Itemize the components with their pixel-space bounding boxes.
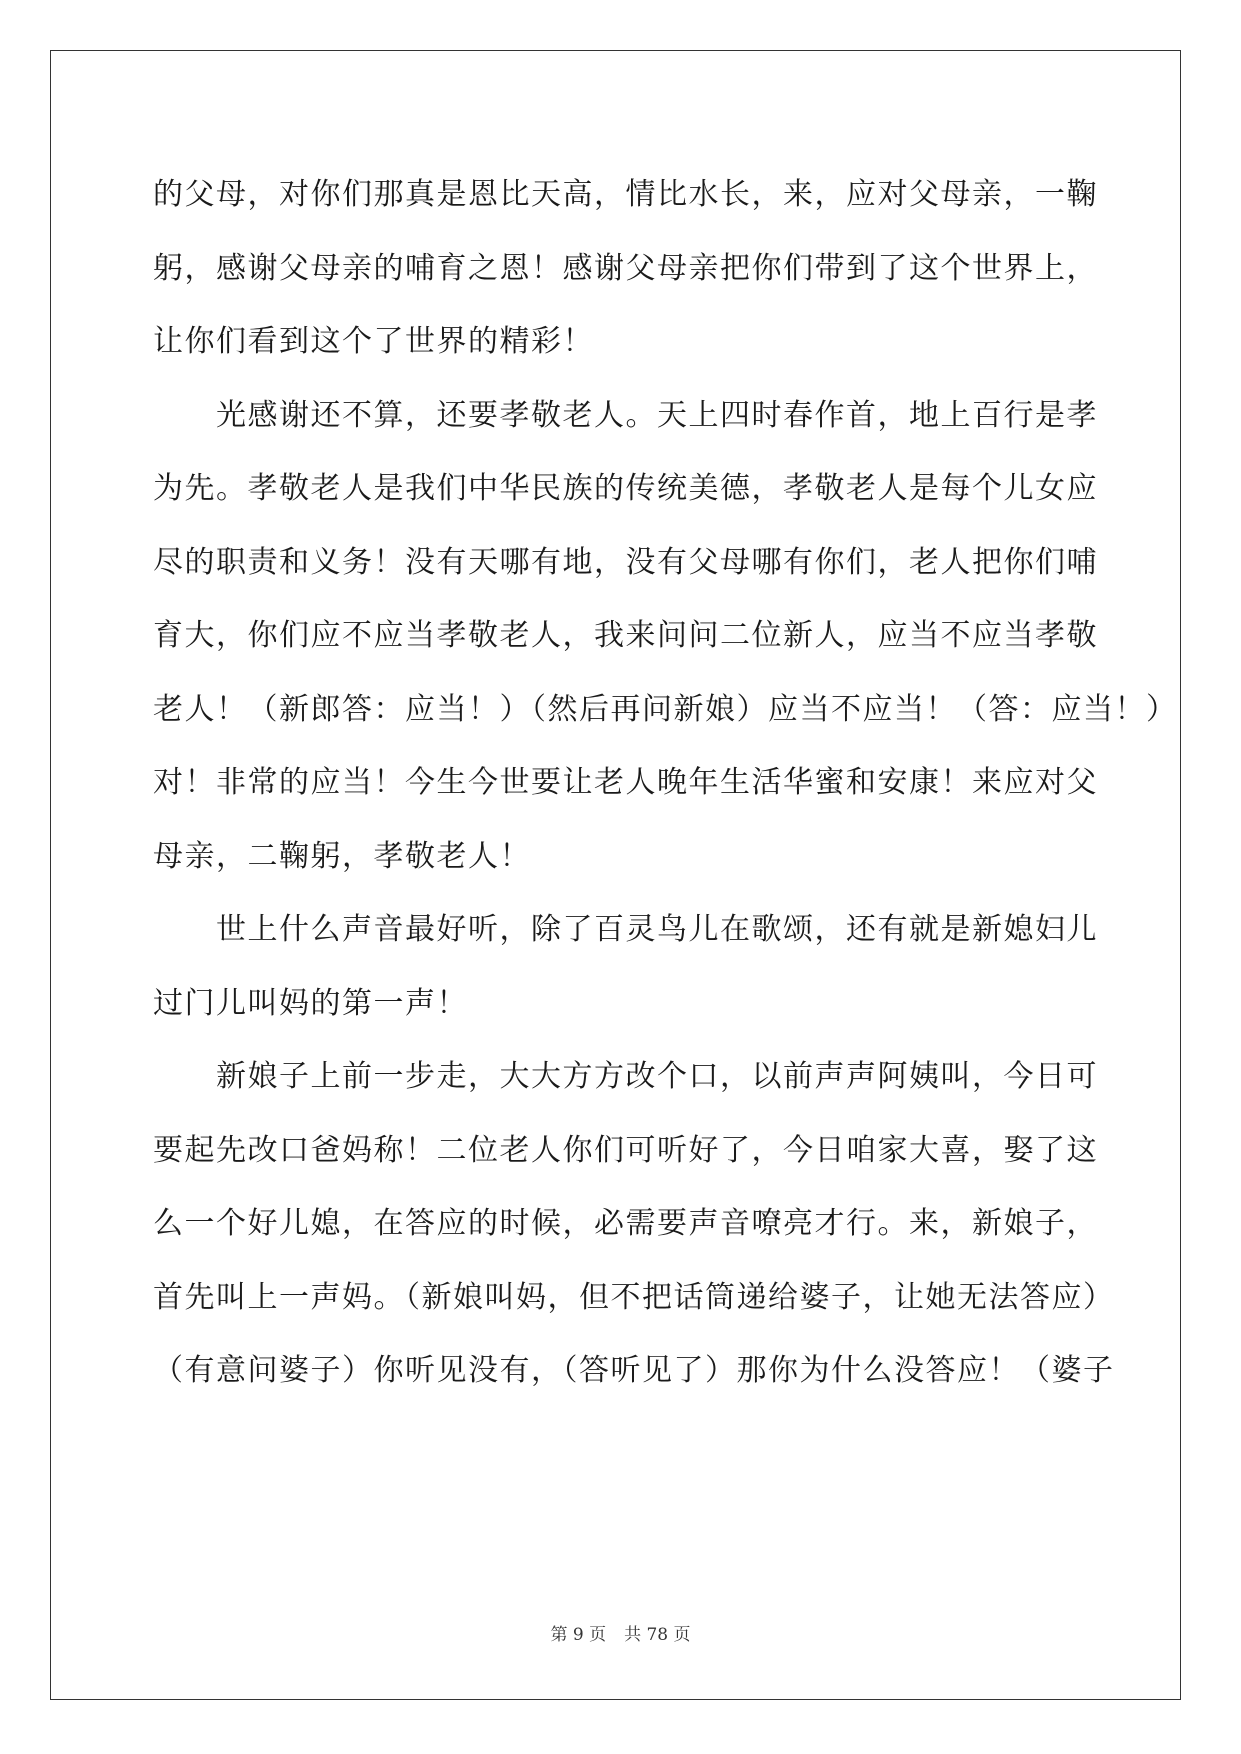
page-footer — [0, 1620, 1241, 1645]
text-line: 对！非常的应当！今生今世要让老人晚年生活华蜜和安康！来应对父 — [153, 765, 1098, 800]
text-line: 尽的职责和义务！没有天哪有地，没有父母哪有你们，老人把你们哺 — [153, 544, 1098, 580]
page-number: 第 9 页 — [550, 1625, 607, 1645]
text-line: 育大，你们应不应当孝敬老人，我来问问二位新人，应当不应当孝敬 — [153, 618, 1098, 653]
text-line: 世上什么声音最好听，除了百灵鸟儿在歌颂，还有就是新媳妇儿 — [216, 912, 1098, 947]
document-body — [153, 158, 1178, 1408]
text-line: 老人！（新郎答：应当！）（然后再问新娘）应当不应当！（答：应当！） — [153, 691, 1178, 727]
page-total: 共 78 页 — [624, 1625, 691, 1645]
text-line: 为先。孝敬老人是我们中华民族的传统美德，孝敬老人是每个儿女应 — [153, 471, 1098, 506]
text-line: 么一个好儿媳，在答应的时候，必需要声音嘹亮才行。来，新娘子， — [153, 1206, 1098, 1241]
text-line: 的父母，对你们那真是恩比天高，情比水长，来，应对父母亲，一鞠 — [153, 177, 1098, 212]
text-line: 要起先改口爸妈称！二位老人你们可听好了，今日咱家大喜，娶了这 — [153, 1132, 1098, 1168]
text-line: 让你们看到这个了世界的精彩！ — [153, 324, 594, 359]
text-line: 光感谢还不算，还要孝敬老人。天上四时春作首，地上百行是孝 — [216, 397, 1098, 433]
text-line: 新娘子上前一步走，大大方方改个口，以前声声阿姨叫，今日可 — [216, 1059, 1098, 1094]
text-line: （有意问婆子）你听见没有，（答听见了）那你为什么没答应！（婆子 — [153, 1353, 1115, 1388]
text-line: 母亲，二鞠躬，孝敬老人！ — [153, 838, 531, 874]
text-line: 躬，感谢父母亲的哺育之恩！感谢父母亲把你们带到了这个世界上， — [153, 250, 1098, 286]
text-line: 首先叫上一声妈。（新娘叫妈，但不把话筒递给婆子，让她无法答应） — [153, 1279, 1115, 1315]
text-line: 过门儿叫妈的第一声！ — [153, 985, 468, 1021]
